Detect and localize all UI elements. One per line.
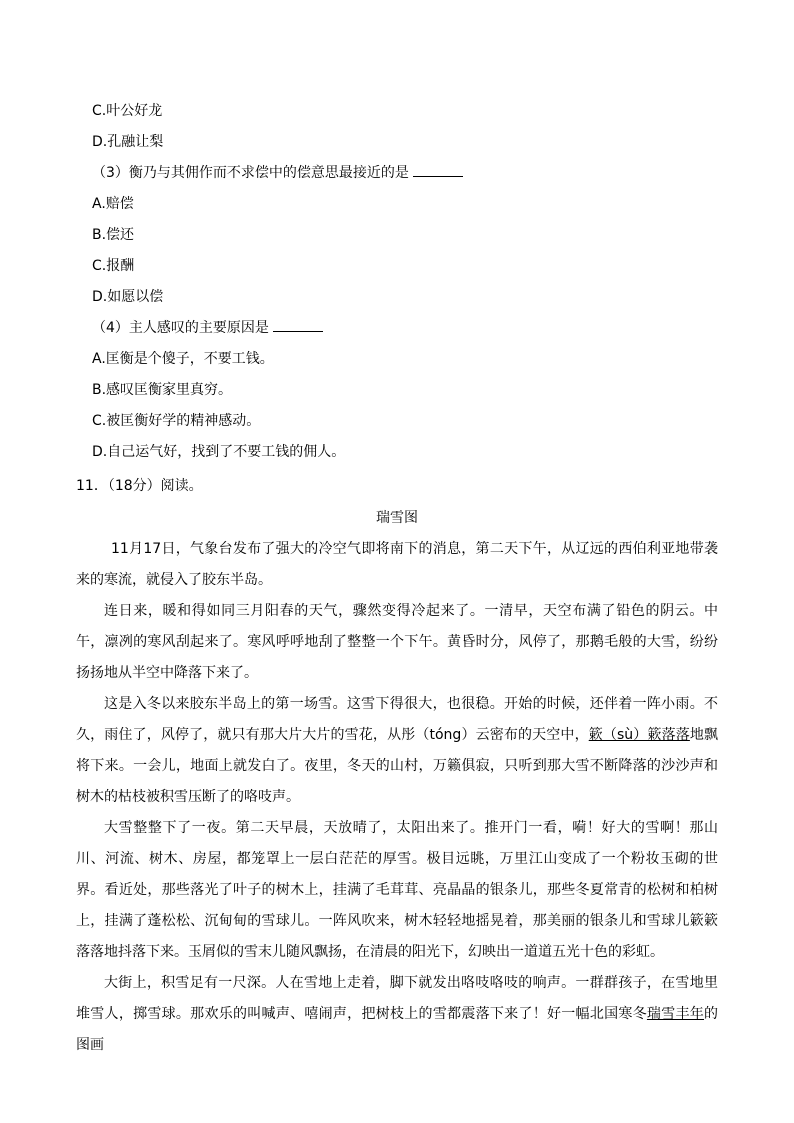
question-3: [92, 163, 463, 183]
q3-option-c: C.报酬: [92, 258, 135, 274]
q4-option-a: A.匡衡是个傻子，不要工钱。: [92, 351, 274, 367]
passage-paragraph-2: 连日来，暖和得如同三月阳春的天气，骤然变得冷起来了。一清早，天空布满了铅色的阴云。中午，凛冽的寒风刮起来了。寒风呼呼地刮了整整一个下午。黄昏时分，风停了，那鹅毛般的大雪，纷纷扬扬地从半空中降落下来了。: [76, 603, 718, 681]
q4-option-d: D.自己运气好，找到了不要工钱的佣人。: [92, 444, 346, 460]
passage-paragraph-5: 大街上，积雪足有一尺深。人在雪地上走着，脚下就发出咯吱咯吱的响声。一群群孩子，在雪地里堆雪人，掷雪球。那欢乐的叫喊声、嘻闹声，把树枝上的雪都震落下来了！好一幅北国寒冬瑞雪丰年的图画: [76, 975, 719, 1053]
option-c-prev: C.叶公好龙: [92, 103, 163, 119]
question-4: [92, 318, 323, 338]
question-3-text: （3）衡乃与其佣作而不求偿中的偿意思最接近的是: [92, 165, 409, 181]
option-d-prev: D.孔融让梨: [92, 134, 164, 150]
passage-paragraph-1: 11月17日，气象台发布了强大的冷空气即将南下的消息，第二天下午，从辽远的西伯利亚地带袭来的寒流，就侵入了胶东半岛。: [76, 541, 718, 588]
answer-blank[interactable]: [413, 164, 463, 177]
question-11-number: 11．（18分）阅读。: [76, 478, 203, 494]
passage-title: 瑞雪图: [376, 510, 418, 526]
question-4-text: （4）主人感叹的主要原因是: [92, 320, 269, 336]
underlined-phrase: 瑞雪丰年: [646, 1006, 705, 1022]
passage-paragraph-3: 这是入冬以来胶东半岛上的第一场雪。这雪下得很大，也很稳。开始的时候，还伴着一阵小雨。不久，雨住了，风停了，就只有那大片大片的雪花，从彤（tóng）云密布的天空中，簌（sù）簌落落地飘将下来。一会儿，地面上就发白了。夜里，冬天的山村，万籁俱寂，只听到那大雪不断降落的沙沙声和树木的枯枝被积雪压断了的咯吱声。: [76, 696, 719, 805]
q3-option-d: D.如愿以偿: [92, 289, 164, 305]
q3-option-b: B.偿还: [92, 227, 135, 243]
answer-blank[interactable]: [273, 319, 323, 332]
underlined-phrase: 簌（sù）簌落落: [588, 727, 690, 743]
passage-paragraph-4: 大雪整整下了一夜。第二天早晨，天放晴了，太阳出来了。推开门一看，嗬！好大的雪啊！那山川、河流、树木、房屋，都笼罩上一层白茫茫的厚雪。极目远眺，万里江山变成了一个粉妆玉砌的世界。看近处，那些落光了叶子的树木上，挂满了毛茸茸、亮晶晶的银条儿，那些冬夏常青的松树和柏树上，挂满了蓬松松、沉甸甸的雪球儿。一阵风吹来，树木轻轻地摇晃着，那美丽的银条儿和雪球儿簌簌落落地抖落下来。玉屑似的雪末儿随风飘扬，在清晨的阳光下，幻映出一道道五光十色的彩虹。: [76, 820, 718, 960]
q3-option-a: A.赔偿: [92, 196, 134, 212]
q4-option-c: C.被匡衡好学的精神感动。: [92, 413, 261, 429]
q4-option-b: B.感叹匡衡家里真穷。: [92, 382, 233, 398]
